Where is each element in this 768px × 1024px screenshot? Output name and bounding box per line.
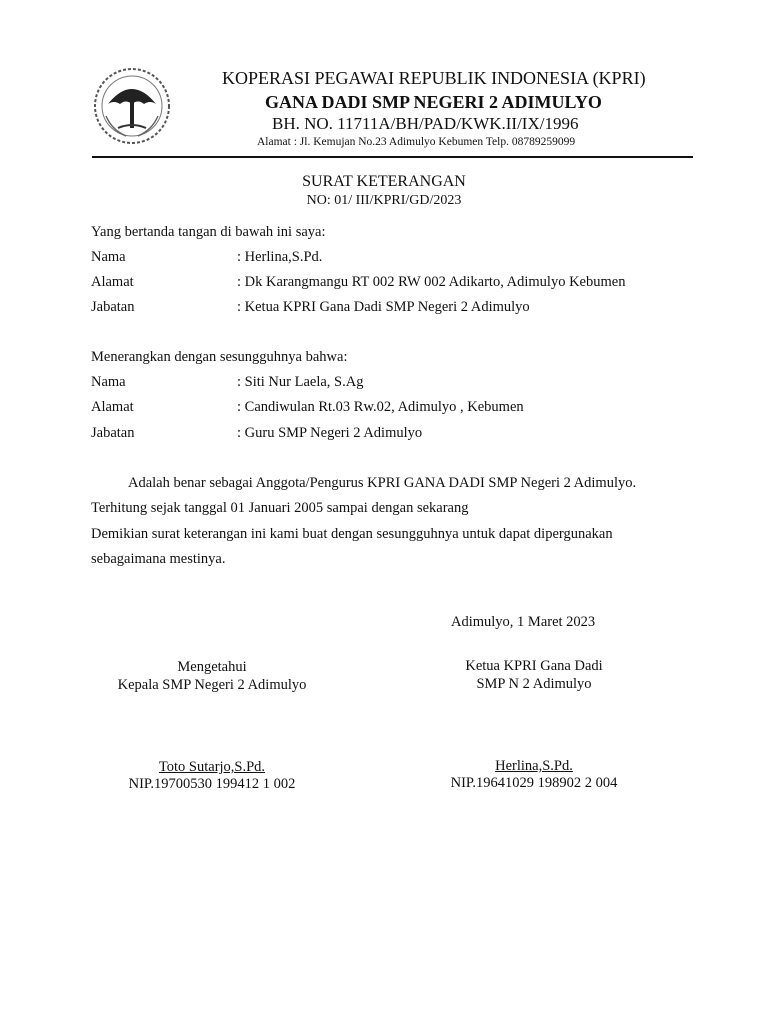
subject-label-nama: Nama xyxy=(91,374,126,390)
signer-label-nama: Nama xyxy=(91,249,126,265)
body-line-2: Terhitung sejak tanggal 01 Januari 2005 sampai dengan sekarang xyxy=(91,500,469,516)
kpri-emblem-icon xyxy=(92,66,172,146)
intro2-text: Menerangkan dengan sesungguhnya bahwa: xyxy=(91,349,348,365)
subject-value-nama: : Siti Nur Laela, S.Ag xyxy=(237,374,364,390)
place-date: Adimulyo, 1 Maret 2023 xyxy=(451,614,596,630)
signer-value-nama: : Herlina,S.Pd. xyxy=(237,249,323,265)
signer-label-alamat: Alamat xyxy=(91,274,134,290)
letter-title: SURAT KETERANGAN xyxy=(302,173,466,190)
intro-text: Yang bertanda tangan di bawah ini saya: xyxy=(91,224,326,240)
right-sign-nip: NIP.19641029 198902 2 004 xyxy=(450,775,618,791)
left-sign-line1: Mengetahui xyxy=(177,659,247,675)
registration-number: BH. NO. 11711A/BH/PAD/KWK.II/IX/1996 xyxy=(272,114,579,133)
body-line-3: Demikian surat keterangan ini kami buat dengan sesungguhnya untuk dapat dipergunakan xyxy=(91,526,613,542)
right-sign-line1: Ketua KPRI Gana Dadi xyxy=(465,658,603,674)
body-line-4: sebagaimana mestinya. xyxy=(91,551,226,567)
body-line-1: Adalah benar sebagai Anggota/Pengurus KPRI GANA DADI SMP Negeri 2 Adimulyo. xyxy=(128,475,637,491)
right-sign-line2: SMP N 2 Adimulyo xyxy=(476,676,592,692)
left-sign-name: Toto Sutarjo,S.Pd. xyxy=(158,759,266,775)
subject-value-alamat: : Candiwulan Rt.03 Rw.02, Adimulyo , Kebumen xyxy=(237,399,524,415)
right-sign-name: Herlina,S.Pd. xyxy=(495,758,573,774)
letter-number: NO: 01/ III/KPRI/GD/2023 xyxy=(306,193,462,208)
header-divider xyxy=(92,156,693,158)
signer-value-jabatan: : Ketua KPRI Gana Dadi SMP Negeri 2 Adimulyo xyxy=(237,299,530,315)
subject-label-jabatan: Jabatan xyxy=(91,425,135,441)
signer-label-jabatan: Jabatan xyxy=(91,299,135,315)
left-sign-nip: NIP.19700530 199412 1 002 xyxy=(128,776,296,792)
subject-label-alamat: Alamat xyxy=(91,399,134,415)
left-sign-line2: Kepala SMP Negeri 2 Adimulyo xyxy=(117,677,307,693)
org-name-line1: KOPERASI PEGAWAI REPUBLIK INDONESIA (KPRI) xyxy=(222,68,646,88)
org-address: Alamat : Jl. Kemujan No.23 Adimulyo Kebumen Telp. 08789259099 xyxy=(257,136,576,148)
subject-value-jabatan: : Guru SMP Negeri 2 Adimulyo xyxy=(237,425,423,441)
org-name-line2: GANA DADI SMP NEGERI 2 ADIMULYO xyxy=(265,92,602,112)
signer-value-alamat: : Dk Karangmangu RT 002 RW 002 Adikarto, Adimulyo Kebumen xyxy=(237,274,626,290)
